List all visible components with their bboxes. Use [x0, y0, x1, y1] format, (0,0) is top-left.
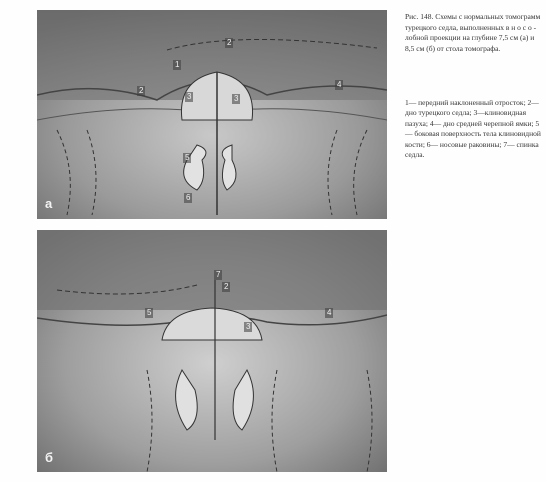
tomogram-b-drawing	[37, 230, 387, 472]
caption-text: Рис. 148. Схемы с нормальных томограмм турецкого седла, выполненных в н о с о - лобной проекции на глубине 7,5 см (а) и 8,5 см (б) от стола томографа.	[405, 12, 541, 53]
label-a-6: 6	[186, 193, 191, 202]
label-a-3: 3	[187, 92, 192, 101]
tomogram-figure-a	[37, 10, 387, 219]
label-b-3: 3	[246, 322, 251, 331]
panel-a-letter: а	[45, 196, 53, 211]
label-b-4: 4	[327, 308, 332, 317]
figure-caption	[405, 12, 543, 54]
label-b-5: 5	[147, 308, 152, 317]
label-a-5: 5	[185, 153, 190, 162]
label-a-4: 4	[337, 80, 342, 89]
panel-b-letter: б	[45, 450, 54, 465]
tomogram-a-drawing	[37, 10, 387, 219]
tomogram-figure-b	[37, 230, 387, 472]
label-a-2: 2	[227, 38, 232, 47]
legend-text: 1— передний наклоненный отросток; 2— дно турецкого седла; 3—клиновидная пазуха; 4— дно средней черепной ямки; 5— боковая поверхность тела клиновидной кости; 6— носовые раковины; 7— спинка седла.	[405, 97, 541, 160]
label-b-7: 7	[216, 270, 221, 279]
label-a-1: 1	[175, 60, 180, 69]
label-a-2b: 2	[139, 86, 144, 95]
figure-legend	[405, 90, 543, 169]
label-b-2: 2	[224, 282, 229, 291]
label-a-3b: 3	[234, 94, 239, 103]
